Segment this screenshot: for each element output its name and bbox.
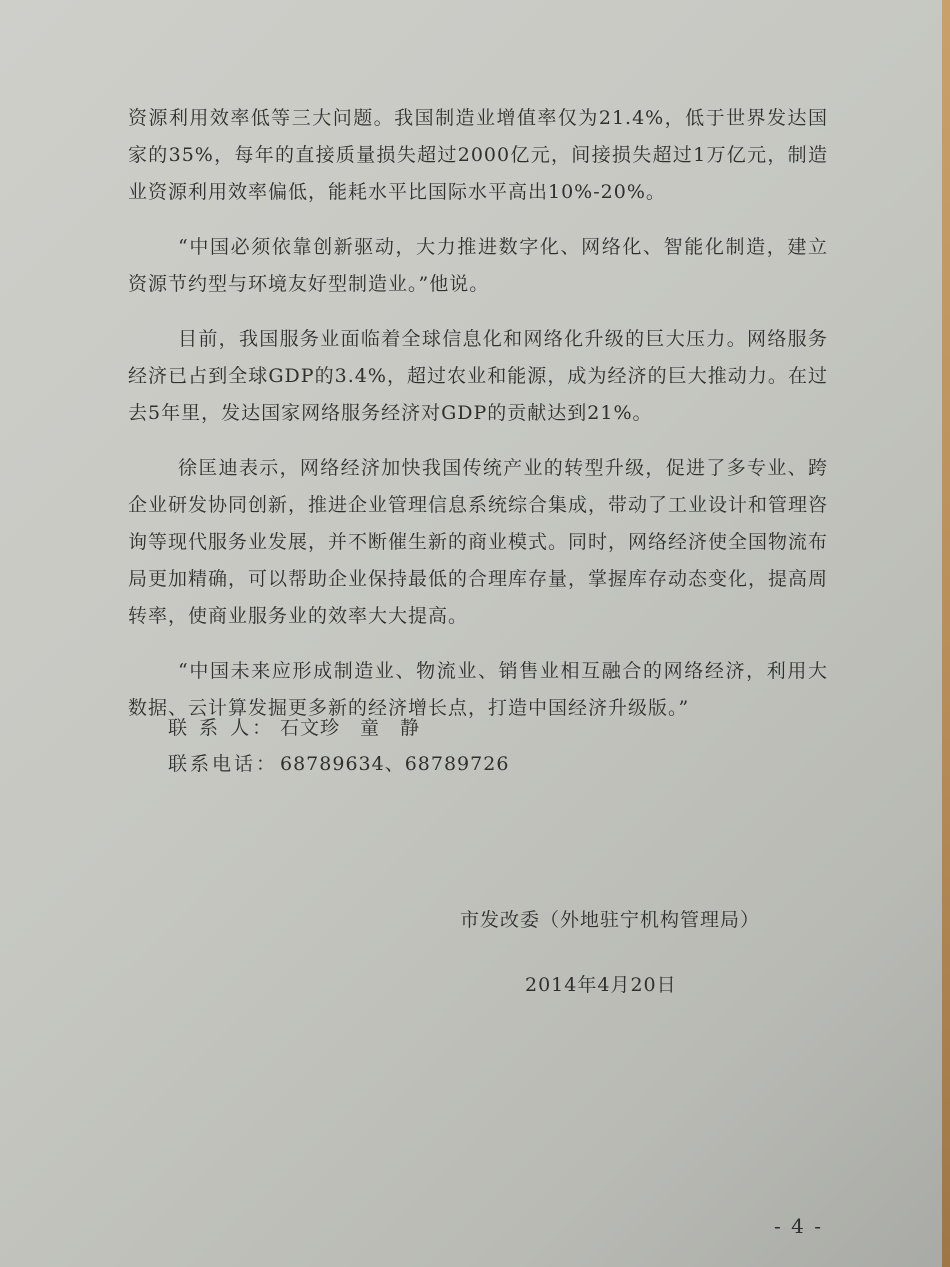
contact-phone-value: 68789634、68789726	[280, 753, 510, 775]
contact-person-row	[168, 710, 509, 746]
document-date: 2014年4月20日	[525, 974, 677, 996]
paragraph-innovation-quote: “中国必须依靠创新驱动，大力推进数字化、网络化、智能化制造，建立资源节约型与环境友好型制造业。”他说。	[128, 236, 828, 295]
paragraph-resource-efficiency: 资源利用效率低等三大问题。我国制造业增值率仅为21.4%，低于世界发达国家的35%，每年的直接质量损失超过2000亿元，间接损失超过1万亿元，制造业资源利用效率偏低，能耗水平比国际水平高出10%-20%。	[128, 107, 828, 203]
contact-person-label: 联 系 人：	[168, 717, 275, 739]
document-body	[128, 100, 828, 745]
contact-phone-label: 联系电话：	[168, 753, 279, 775]
paper-edge	[942, 0, 950, 1267]
contact-block	[168, 710, 509, 782]
page-number: - 4 -	[774, 1214, 823, 1238]
contact-person-value: 石文珍 童 静	[280, 717, 421, 739]
issuer-signature: 市发改委（外地驻宁机构管理局）	[460, 909, 761, 931]
paragraph-service-industry: 目前，我国服务业面临着全球信息化和网络化升级的巨大压力。网络服务经济已占到全球GDP的3.4%，超过农业和能源，成为经济的巨大推动力。在过去5年里，发达国家网络服务经济对GDP的贡献达到21%。	[128, 328, 828, 424]
paragraph-network-economy: 徐匡迪表示，网络经济加快我国传统产业的转型升级，促进了多专业、跨企业研发协同创新，推进企业管理信息系统综合集成，带动了工业设计和管理咨询等现代服务业发展，并不断催生新的商业模式。同时，网络经济使全国物流布局更加精确，可以帮助企业保持最低的合理库存量，掌握库存动态变化，提高周转率，使商业服务业的效率大大提高。	[128, 457, 829, 627]
paragraph-future-quote: “中国未来应形成制造业、物流业、销售业相互融合的网络经济，利用大数据、云计算发掘更多新的经济增长点，打造中国经济升级版。”	[128, 660, 828, 719]
contact-phone-row	[168, 746, 509, 782]
